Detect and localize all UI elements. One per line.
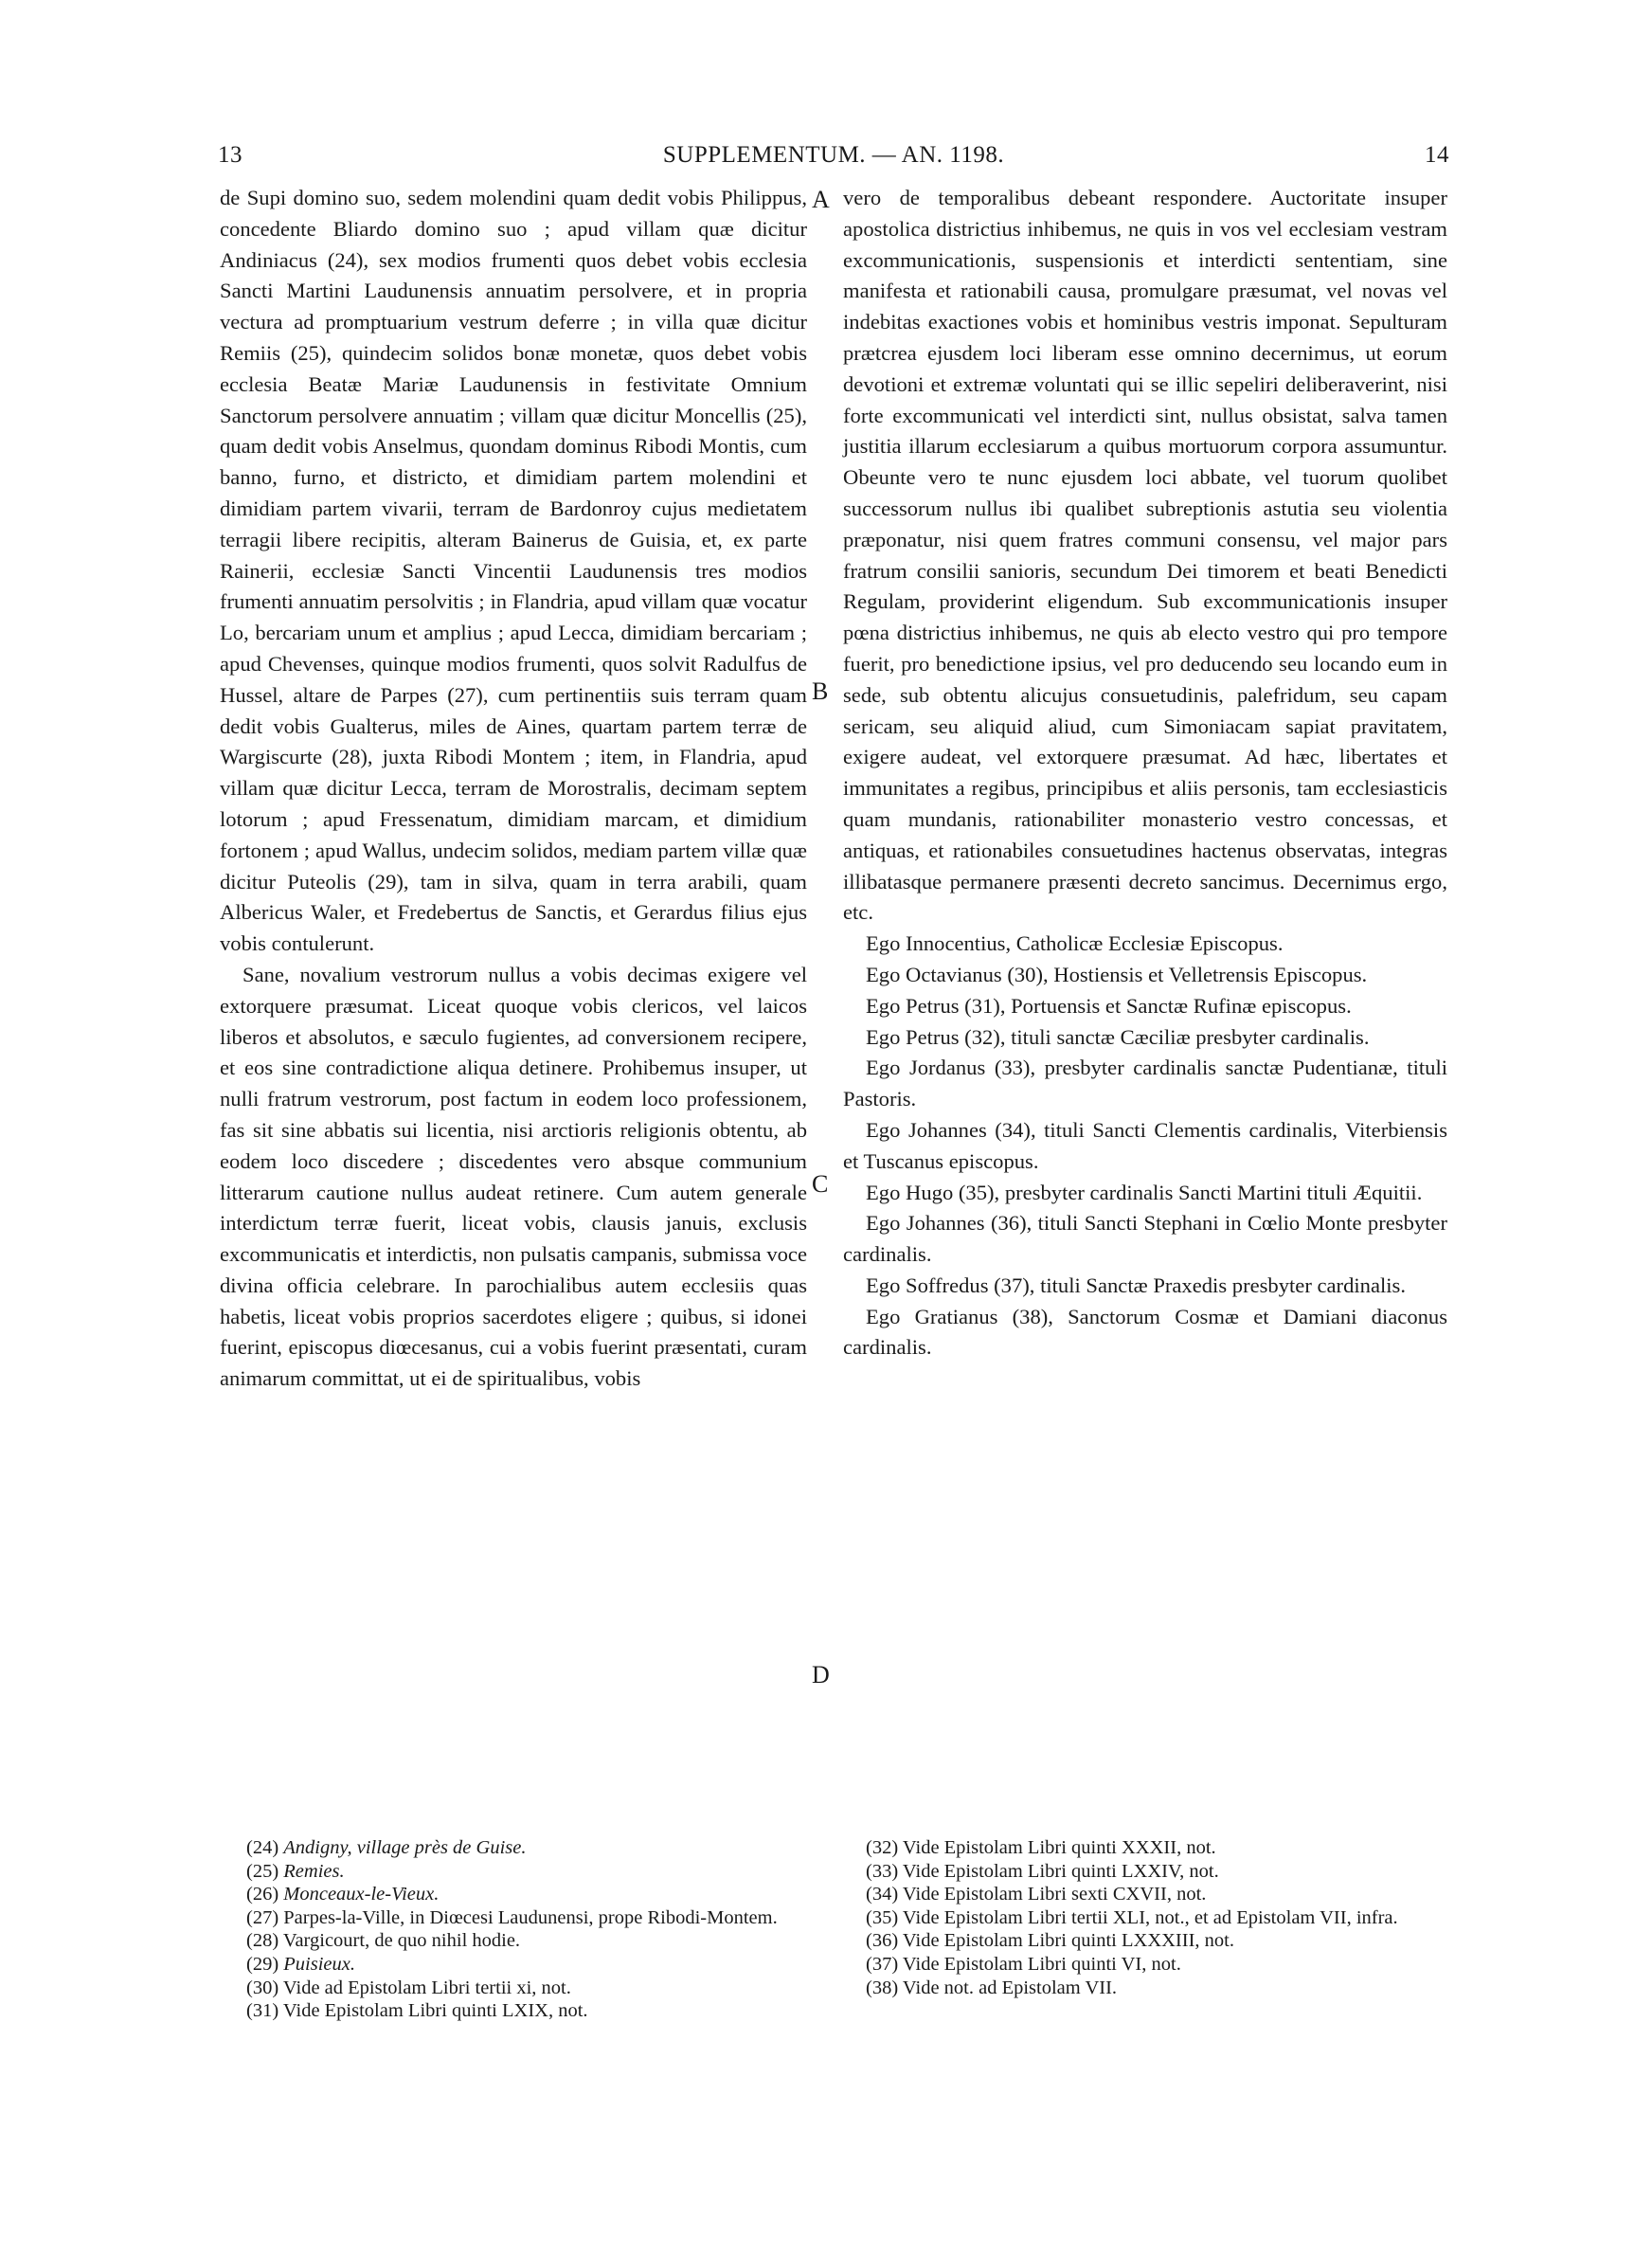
footnotes-right <box>843 1836 1440 1999</box>
footnote <box>843 1883 1440 1906</box>
signature-line: Ego Jordanus (33), presbyter cardinalis sanctæ Pudentianæ, tituli Pastoris. <box>843 1056 1447 1111</box>
footnote-text: Vide Epistolam Libri quinti XXXII, not. <box>902 1837 1216 1858</box>
signature-line: Ego Hugo (35), presbyter cardinalis Sancti Martini tituli Æquitii. <box>866 1180 1423 1204</box>
footnote <box>843 1836 1440 1860</box>
footnote <box>224 1906 811 1930</box>
page-number-right: 14 <box>1425 142 1449 168</box>
footnote-number: (37) <box>866 1953 899 1975</box>
footnote-number: (27) <box>246 1906 279 1928</box>
footnote <box>843 1953 1440 1977</box>
signature-line: Ego Innocentius, Catholicæ Ecclesiæ Episcopus. <box>866 931 1284 956</box>
section-marker-d: D <box>812 1661 830 1688</box>
footnote-number: (34) <box>866 1884 899 1905</box>
footnote <box>224 1953 811 1977</box>
footnote-number: (32) <box>866 1837 899 1858</box>
footnote <box>224 1977 811 2000</box>
signature-line: Ego Petrus (31), Portuensis et Sanctæ Rufinæ episcopus. <box>866 993 1352 1018</box>
left-text-column <box>220 183 807 1395</box>
running-header <box>218 142 1449 180</box>
right-paragraph-1: vero de temporalibus debeant respondere. Auctoritate insuper apostolica districtius inhibemus, ne quis in vos vel ecclesiam vestram excommunicationis, suspensionis et interdicti sententiam, sine manifesta et rationabili causa, promulgare præsumat, vel novas vel indebitas exactiones vobis et hominibus vestris imponat. Sepulturam prætcrea ejusdem loci liberam esse omnino decernimus, ut eorum devotioni et extremæ voluntati qui se illic sepeliri deliberaverint, nisi forte excommunicati vel interdicti sint, nullus obsistat, salva tamen justitia illarum ecclesiarum a quibus mortuorum corpora assumuntur. Obeunte vero te nunc ejusdem loci abbate, vel tuorum quolibet successorum nullus ibi qualibet subreptionis astutia seu violentia præponatur, nisi quem fratres communi consensu, vel major pars fratrum consilii sanioris, secundum Dei timorem et beati Benedicti Regulam, providerint eligendum. Sub excommunicationis insuper pœna districtius inhibemus, ne quis ab electo vestro qui pro tempore fuerit, pro benedictione ipsius, vel pro deducendo seu locando eum in sede, sub obtentu alicujus consuetudinis, palefridum, seu capam sericam, seu aliquid aliud, cum Simoniacam sapiat pravitatem, exigere audeat, vel extorquere præsumat. Ad hæc, libertates et immunitates a regibus, principibus et aliis personis, tam ecclesiasticis quam mundanis, rationabiliter monasterio vestro concessas, et antiquas, et rationabiles consuetudines hactenus observatas, integras illibatasque permanere præsenti decreto sancimus. Decernimus ergo, etc. <box>843 186 1447 925</box>
footnote-number: (33) <box>866 1860 899 1882</box>
footnote <box>843 1977 1440 2000</box>
right-text-column <box>843 183 1447 1363</box>
signature-line: Ego Octavianus (30), Hostiensis et Velletrensis Episcopus. <box>866 962 1368 986</box>
footnote <box>224 1929 811 1953</box>
footnote-number: (38) <box>866 1977 899 1998</box>
footnote-text: Vide Epistolam Libri quinti LXIX, not. <box>282 2000 588 2022</box>
footnote-number: (24) <box>246 1837 279 1858</box>
footnote-text: Vide Epistolam Libri tertii XLI, not., et ad Epistolam VII, infra. <box>902 1906 1398 1928</box>
footnote-text: Vargicourt, de quo nihil hodie. <box>282 1930 521 1952</box>
footnote-text: Vide Epistolam Libri quinti LXXXIII, not. <box>902 1930 1234 1952</box>
footnote-text: Vide Epistolam Libri quinti VI, not. <box>902 1953 1181 1975</box>
footnote-number: (29) <box>246 1953 279 1975</box>
footnotes-left <box>224 1836 811 2023</box>
footnote-text: Vide not. ad Epistolam VII. <box>902 1977 1118 1998</box>
footnote <box>843 1929 1440 1953</box>
footnote-text: Vide Epistolam Libri sexti CXVII, not. <box>902 1884 1207 1905</box>
footnote-number: (26) <box>246 1884 279 1905</box>
section-marker-a: A <box>812 186 830 213</box>
running-title: SUPPLEMENTUM. — AN. 1198. <box>662 142 1005 168</box>
footnote <box>224 1836 811 1860</box>
footnote-text: Puisieux. <box>283 1953 355 1975</box>
signature-line: Ego Johannes (34), tituli Sancti Clementis cardinalis, Viterbiensis et Tuscanus episcopus. <box>843 1117 1447 1173</box>
footnote-number: (30) <box>246 1977 279 1998</box>
footnote-text: Vide ad Epistolam Libri tertii xi, not. <box>282 1977 571 1998</box>
footnote-text: Vide Epistolam Libri quinti LXXIV, not. <box>902 1860 1219 1882</box>
footnote-number: (25) <box>246 1860 279 1882</box>
footnote <box>843 1906 1440 1930</box>
footnote <box>224 1883 811 1906</box>
footnote-text: Remies. <box>283 1860 345 1882</box>
footnote-text: Andigny, village près de Guise. <box>283 1837 527 1858</box>
left-paragraph-2: Sane, novalium vestrorum nullus a vobis decimas exigere vel extorquere præsumat. Liceat quoque vobis clericos, vel laicos liberos et absolutos, e sæculo fugientes, ad conversionem recipere, et eos sine contradictione aliqua detinere. Prohibemus insuper, ut nulli fratrum vestrorum, post factum in eodem loco professionem, fas sit sine abbatis sui licentia, nisi arctioris religionis obtentu, ab eodem loco discedere ; discedentes vero absque communium litterarum cautione nullus audeat retinere. Cum autem generale interdictum terræ fuerit, liceat vobis, clausis januis, exclusis excommunicatis et interdictis, non pulsatis campanis, submissa voce divina officia celebrare. In parochialibus autem ecclesiis quas habetis, liceat vobis proprios sacerdotes eligere ; quibus, si idonei fuerint, episcopus diœcesanus, cui a vobis fuerint præsentati, curam animarum committat, ut ei de spiritualibus, vobis <box>220 962 807 1391</box>
section-marker-b: B <box>812 677 829 705</box>
footnote-number: (28) <box>246 1930 279 1952</box>
signature-line: Ego Johannes (36), tituli Sancti Stephani in Cœlio Monte presbyter cardinalis. <box>843 1211 1447 1267</box>
footnote-number: (36) <box>866 1930 899 1952</box>
footnote-number: (31) <box>246 2000 279 2022</box>
footnote <box>224 1999 811 2023</box>
page-number-left: 13 <box>218 142 242 168</box>
footnote <box>843 1860 1440 1884</box>
signature-line: Ego Petrus (32), tituli sanctæ Cæciliæ presbyter cardinalis. <box>866 1024 1370 1049</box>
signature-line: Ego Soffredus (37), tituli Sanctæ Praxedis presbyter cardinalis. <box>866 1273 1406 1297</box>
section-marker-c: C <box>812 1170 829 1198</box>
footnote-text: Monceaux-le-Vieux. <box>283 1884 440 1905</box>
footnote-number: (35) <box>866 1906 899 1928</box>
signature-line: Ego Gratianus (38), Sanctorum Cosmæ et Damiani diaconus cardinalis. <box>843 1304 1447 1360</box>
left-paragraph-1: de Supi domino suo, sedem molendini quam dedit vobis Philippus, concedente Bliardo domino suo ; apud villam quæ dicitur Andiniacus (24), sex modios frumenti quos debet vobis ecclesia Sancti Martini Laudunensis annuatim persolvere, et in propria vectura ad promptuarium vestrum deferre ; in villa quæ dicitur Remiis (25), quindecim solidos bonæ monetæ, quos debet vobis ecclesia Beatæ Mariæ Laudunensis in festivitate Omnium Sanctorum persolvere annuatim ; villam quæ dicitur Moncellis (25), quam dedit vobis Anselmus, quondam dominus Ribodi Montis, cum banno, furno, et districto, et dimidiam partem molendini et dimidiam partem vivarii, terram de Bardonroy cujus medietatem terragii libere recipitis, alteram Bainerus de Guisia, et, ex parte Rainerii, ecclesiæ Sancti Vincentii Laudunensis tres modios frumenti annuatim persolvitis ; in Flandria, apud villam quæ vocatur Lo, bercariam unum et amplius ; apud Lecca, dimidiam bercariam ; apud Chevenses, quinque modios frumenti, quos solvit Radulfus de Hussel, altare de Parpes (27), cum pertinentiis suis terram quam dedit vobis Gualterus, miles de Aines, quartam partem terræ de Wargiscurte (28), juxta Ribodi Montem ; item, in Flandria, apud villam quæ dicitur Lecca, terram de Morostralis, decimam septem lotorum ; apud Fressenatum, dimidiam marcam, et dimidium fortonem ; apud Wallus, undecim solidos, mediam partem villæ quæ dicitur Puteolis (29), tam in silva, quam in terra arabili, quam Albericus Waler, et Fredebertus de Sanctis, et Gerardus filius ejus vobis contulerunt. <box>220 186 807 956</box>
footnote-text: Parpes-la-Ville, in Diœcesi Laudunensi, prope Ribodi-Montem. <box>283 1906 778 1928</box>
footnote <box>224 1860 811 1884</box>
